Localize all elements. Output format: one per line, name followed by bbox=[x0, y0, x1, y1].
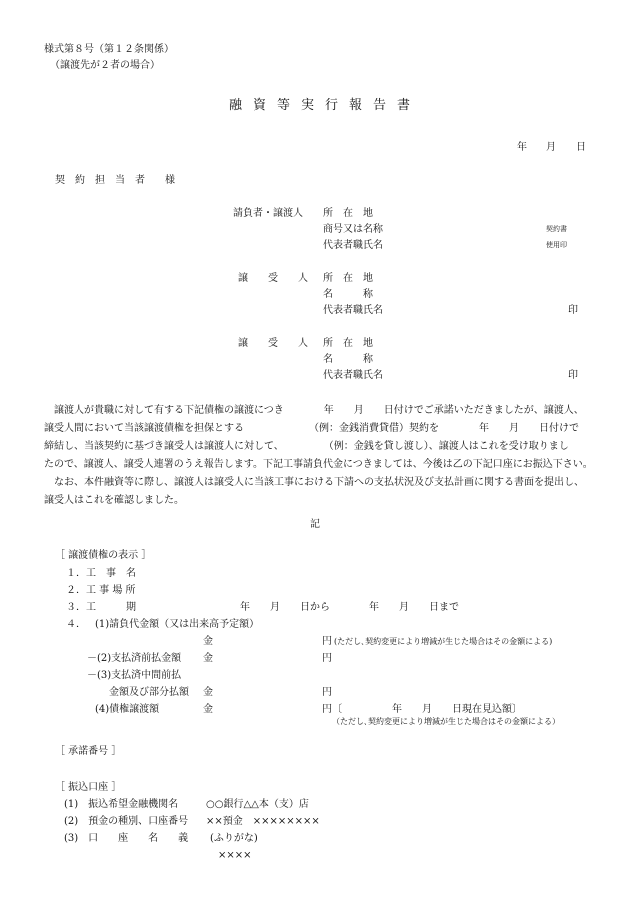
assignee2-seal: 印 bbox=[568, 370, 578, 381]
assignee1-address-label: 所 在 地 bbox=[323, 273, 373, 284]
assignee1-seal: 印 bbox=[568, 305, 578, 316]
body-line: 譲渡人が貴職に対して有する下記債権の譲渡につき 年 月 日付けでご承諾いただきましたが、譲渡人、 bbox=[44, 405, 584, 416]
account-type-value: ××預金 ×××××××× bbox=[206, 816, 320, 827]
interim-paid-label: －(3)支払済中間前払 bbox=[87, 670, 182, 681]
assignee2-name-label: 名 称 bbox=[323, 354, 373, 365]
yen-estimate: 円〔 年 月 日現在見込額〕 bbox=[322, 704, 522, 715]
account-type-label: (2) 預金の種別、口座番号 bbox=[64, 816, 189, 827]
claim-heading: ［ 譲渡債権の表示 ］ bbox=[55, 550, 152, 561]
assignor-address-label: 所 在 地 bbox=[323, 208, 373, 219]
assignor-rep-label: 代表者職氏名 bbox=[323, 240, 383, 251]
ki-mark: 記 bbox=[310, 519, 320, 530]
transfer-amount-label: (4)債権譲渡額 bbox=[95, 704, 160, 715]
account-bank-value: ○○銀行△△本（支）店 bbox=[206, 799, 309, 810]
final-change-note: （ただし､契約変更により増減が生じた場合はその金額による） bbox=[332, 717, 560, 726]
period-end: 年 月 日まで bbox=[369, 602, 459, 613]
account-bank-label: (1) 振込希望金融機関名 bbox=[64, 799, 179, 810]
contract-amount-label: (1)請負代金額（又は出来高予定額） bbox=[95, 619, 260, 630]
assignee1-rep-label: 代表者職氏名 bbox=[323, 305, 383, 316]
approval-heading: ［ 承諾番号 ］ bbox=[55, 746, 122, 757]
account-holder-furigana: (ふりがな) bbox=[210, 833, 258, 844]
assignee1-name-label: 名 称 bbox=[323, 289, 373, 300]
claim-item-period: ３．工 期 bbox=[66, 602, 136, 613]
form-note: （譲渡先が２者の場合） bbox=[50, 60, 160, 71]
yen-2: 円 bbox=[322, 653, 332, 664]
claim-item-site: ２．工 事 場 所 bbox=[66, 585, 136, 596]
account-heading: ［ 振込口座 ］ bbox=[55, 782, 122, 793]
claim-item-project-name: １．工 事 名 bbox=[66, 568, 136, 579]
contract-change-note: (ただし､契約変更により増減が生じた場合はその金額による) bbox=[334, 637, 553, 646]
period-start: 年 月 日から bbox=[240, 602, 330, 613]
assignee2-role: 譲 受 人 bbox=[238, 338, 308, 349]
date-month: 月 bbox=[546, 142, 556, 153]
yen-1: 円 bbox=[322, 636, 332, 647]
assignor-role: 請負者・譲渡人 bbox=[233, 208, 303, 219]
advance-paid-label: －(2)支払済前払金額 bbox=[87, 653, 182, 664]
body-line: なお、本件融資等に際し、譲渡人は譲受人に当該工事における下請への支払状況及び支払計画に関する書面を提出し、 bbox=[44, 477, 584, 488]
body-line: たので、譲渡人、譲受人連署のうえ報告します。下記工事請負代金につきましては、今後は乙の下記口座にお振込下さい。 bbox=[44, 459, 593, 470]
kin-1: 金 bbox=[203, 636, 213, 647]
kin-2: 金 bbox=[203, 653, 213, 664]
yen-3: 円 bbox=[322, 687, 332, 698]
body-line: 締結し、当該契約に基づき譲受人は譲渡人に対して、 （例：金銭を貸し渡し）、譲渡人はこれを受け取りまし bbox=[44, 441, 569, 452]
kin-3: 金 bbox=[203, 687, 213, 698]
body-line: 譲受人間において当該譲渡債権を担保とする （例：金銭消費貸借）契約を 年 月 日付けで bbox=[44, 423, 579, 434]
addressee: 契 約 担 当 者 様 bbox=[55, 175, 175, 186]
assignee2-rep-label: 代表者職氏名 bbox=[323, 370, 383, 381]
body-paragraph bbox=[44, 402, 592, 510]
contract-seal-note: 契約書 bbox=[546, 225, 567, 233]
partial-paid-label: 金額及び部分払額 bbox=[109, 687, 189, 698]
form-number: 様式第８号（第１２条関係） bbox=[44, 44, 174, 55]
account-holder-label: (3) 口 座 名 義 bbox=[64, 833, 189, 844]
date-day: 日 bbox=[576, 142, 586, 153]
body-line: 譲受人はこれを確認しました。 bbox=[44, 495, 184, 506]
claim-item-4: ４． bbox=[66, 619, 86, 630]
account-holder-name: ×××× bbox=[218, 850, 252, 861]
used-seal-note: 使用印 bbox=[546, 241, 567, 249]
assignor-name-label: 商号又は名称 bbox=[323, 224, 383, 235]
assignee2-address-label: 所 在 地 bbox=[323, 338, 373, 349]
date-year: 年 bbox=[517, 142, 527, 153]
document-title: 融資等実行報告書 bbox=[229, 98, 422, 113]
kin-4: 金 bbox=[203, 704, 213, 715]
assignee1-role: 譲 受 人 bbox=[238, 273, 308, 284]
